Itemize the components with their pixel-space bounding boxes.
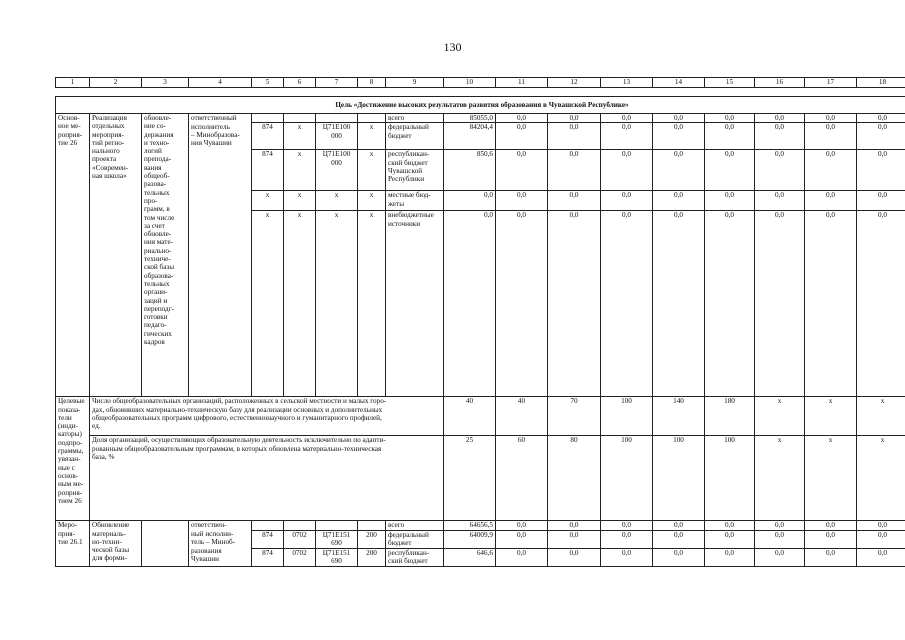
indicator-value: 180 xyxy=(705,397,755,436)
funding-source: всего xyxy=(386,114,444,123)
m261-funding-row xyxy=(56,521,905,530)
measure-26-1-exec-top: ответствен- xyxy=(189,521,252,530)
value-cell: 0,0 xyxy=(496,548,548,566)
value-cell: 0,0 xyxy=(548,548,601,566)
indicator-row xyxy=(56,397,905,436)
value-cell: 0,0 xyxy=(857,521,905,530)
header-cell: 5 xyxy=(252,78,284,88)
value-cell: 0,0 xyxy=(705,150,755,191)
value-cell: 0,0 xyxy=(755,150,805,191)
value-cell: 0,0 xyxy=(548,530,601,548)
value-cell: 0,0 xyxy=(601,114,653,123)
indicator-value: x xyxy=(857,436,905,521)
value-cell: 0,0 xyxy=(805,123,857,150)
value-cell: 0,0 xyxy=(601,123,653,150)
code-cell xyxy=(316,114,358,123)
value-cell: 0,0 xyxy=(755,123,805,150)
value-cell: 0,0 xyxy=(705,123,755,150)
funding-source: внебюджетные источники xyxy=(386,211,444,397)
code-cell: Ц71Е151 690 xyxy=(316,530,358,548)
code-cell: x xyxy=(316,211,358,397)
goal-cell: Цель «Достижение высоких результатов развития образования в Чувашской Республике» xyxy=(56,97,905,114)
indicator-value: x xyxy=(857,397,905,436)
value-cell: 0,0 xyxy=(857,191,905,211)
code-cell: Ц71E100 000 xyxy=(316,150,358,191)
value-cell: 0,0 xyxy=(548,123,601,150)
value-cell: 0,0 xyxy=(653,191,705,211)
indicator-value: 70 xyxy=(548,397,601,436)
code-cell: x xyxy=(358,211,386,397)
spacer-row xyxy=(56,88,905,97)
value-cell: 0,0 xyxy=(705,191,755,211)
funding-source: местные бюд- жеты xyxy=(386,191,444,211)
code-cell: x xyxy=(252,211,284,397)
funding-source: республикан- ский бюджет xyxy=(386,548,444,566)
value-cell: 0,0 xyxy=(444,211,496,397)
code-cell: 0702 xyxy=(284,530,316,548)
code-cell: x xyxy=(252,191,284,211)
code-cell: 200 xyxy=(358,548,386,566)
value-cell: 0,0 xyxy=(496,211,548,397)
value-cell: 0,0 xyxy=(857,530,905,548)
value-cell: 0,0 xyxy=(496,530,548,548)
measure-26-exec-top: ответственный xyxy=(189,114,252,123)
indicator-value: 100 xyxy=(705,436,755,521)
measure-26-name: Реализация отдельных мероприя- тий регио- нального проекта «Современ- ная школа» xyxy=(90,114,142,397)
value-cell: 85055,0 xyxy=(444,114,496,123)
header-cell: 18 xyxy=(857,78,905,88)
code-cell xyxy=(252,114,284,123)
code-cell: x xyxy=(316,191,358,211)
value-cell: 0,0 xyxy=(755,191,805,211)
header-cell: 14 xyxy=(653,78,705,88)
value-cell: 0,0 xyxy=(601,191,653,211)
value-cell: 0,0 xyxy=(755,211,805,397)
code-cell xyxy=(358,114,386,123)
code-cell: x xyxy=(358,123,386,150)
value-cell: 0,0 xyxy=(857,150,905,191)
header-cell: 17 xyxy=(805,78,857,88)
code-cell: x xyxy=(284,211,316,397)
value-cell: 84204,4 xyxy=(444,123,496,150)
value-cell: 0,0 xyxy=(705,521,755,530)
value-cell: 0,0 xyxy=(601,521,653,530)
value-cell: 0,0 xyxy=(601,548,653,566)
value-cell: 0,0 xyxy=(755,114,805,123)
indicator-value: 140 xyxy=(653,397,705,436)
value-cell: 0,0 xyxy=(805,150,857,191)
value-cell: 0,0 xyxy=(653,211,705,397)
funding-source: федеральный бюджет xyxy=(386,123,444,150)
code-cell: x xyxy=(284,123,316,150)
value-cell: 0,0 xyxy=(548,150,601,191)
value-cell: 0,0 xyxy=(496,114,548,123)
goal-row xyxy=(56,97,905,114)
indicator-value: x xyxy=(805,397,857,436)
code-cell: x xyxy=(284,191,316,211)
value-cell: 0,0 xyxy=(653,150,705,191)
code-cell: 874 xyxy=(252,548,284,566)
value-cell: 0,0 xyxy=(805,211,857,397)
code-cell: Ц71E100 000 xyxy=(316,123,358,150)
header-cell: 1 xyxy=(56,78,90,88)
code-cell xyxy=(284,114,316,123)
indicator-value: x xyxy=(755,397,805,436)
indicator-value: 100 xyxy=(601,436,653,521)
value-cell: 0,0 xyxy=(857,211,905,397)
code-cell xyxy=(252,521,284,530)
header-cell: 3 xyxy=(142,78,189,88)
value-cell: 0,0 xyxy=(548,521,601,530)
indicator-value: 60 xyxy=(496,436,548,521)
value-cell: 0,0 xyxy=(805,191,857,211)
header-cell: 11 xyxy=(496,78,548,88)
indicator-row xyxy=(56,436,905,521)
value-cell: 0,0 xyxy=(496,150,548,191)
value-cell: 0,0 xyxy=(705,211,755,397)
value-cell: 0,0 xyxy=(548,191,601,211)
indicator-value: x xyxy=(755,436,805,521)
code-cell: x xyxy=(284,150,316,191)
code-cell: x xyxy=(358,191,386,211)
value-cell: 0,0 xyxy=(705,548,755,566)
measure-26-label: Основ- ное ме- роприя- тие 26 xyxy=(56,114,90,397)
indicator-text: Число общеобразовательных организаций, расположенных в сельской местности и малых горо- дах, обновивших материально-техническую базу для реализации основных и дополнительных общеобразовательных программ цифрового, естественнонаучного и гуманитарного профилей, ед. xyxy=(90,397,444,436)
header-cell: 2 xyxy=(90,78,142,88)
header-cell: 13 xyxy=(601,78,653,88)
indicator-value: 25 xyxy=(444,436,496,521)
value-cell: 0,0 xyxy=(857,114,905,123)
value-cell: 64009,9 xyxy=(444,530,496,548)
value-cell: 0,0 xyxy=(601,150,653,191)
code-cell: 874 xyxy=(252,123,284,150)
indicator-value: 100 xyxy=(601,397,653,436)
value-cell: 0,0 xyxy=(548,211,601,397)
indicator-value: 100 xyxy=(653,436,705,521)
indicators-label: Целевые показа- тели (инди- каторы) подпро- граммы, увязан- ные с основ- ным ме- роприя- тием 26 xyxy=(56,397,90,521)
page-number: 130 xyxy=(443,40,462,54)
program-table xyxy=(55,77,905,567)
measure-26-1-name: Обновление материаль- но-техни- ческой базы для форми- xyxy=(90,521,142,566)
measure-26-executor: исполнитель – Минобразова- ния Чувашии xyxy=(189,123,252,397)
value-cell: 0,0 xyxy=(805,548,857,566)
code-cell xyxy=(284,521,316,530)
value-cell: 0,0 xyxy=(705,114,755,123)
value-cell: 0,0 xyxy=(444,191,496,211)
value-cell: 0,0 xyxy=(653,114,705,123)
spacer-cell xyxy=(56,88,905,97)
value-cell: 0,0 xyxy=(755,530,805,548)
funding-source: республикан- ский бюджет Чувашской Республики xyxy=(386,150,444,191)
value-cell: 0,0 xyxy=(857,548,905,566)
header-cell: 10 xyxy=(444,78,496,88)
code-cell xyxy=(316,521,358,530)
value-cell: 0,0 xyxy=(805,114,857,123)
code-cell: 0702 xyxy=(284,548,316,566)
measure-26-1-executor: ный исполни- тель – Миноб- разования Чувашии xyxy=(189,530,252,566)
value-cell: 0,0 xyxy=(601,530,653,548)
value-cell: 0,0 xyxy=(857,123,905,150)
measure-26-1-result xyxy=(142,521,189,566)
indicator-value: 40 xyxy=(496,397,548,436)
value-cell: 0,0 xyxy=(653,548,705,566)
measure-26-1-label: Меро- прия- тие 26.1 xyxy=(56,521,90,566)
header-cell: 4 xyxy=(189,78,252,88)
code-cell xyxy=(358,521,386,530)
code-cell: 874 xyxy=(252,150,284,191)
value-cell: 0,0 xyxy=(653,530,705,548)
header-cell: 8 xyxy=(358,78,386,88)
header-cell: 16 xyxy=(755,78,805,88)
indicator-value: 40 xyxy=(444,397,496,436)
value-cell: 0,0 xyxy=(653,123,705,150)
indicator-text: Доля организаций, осуществляющих образовательную деятельность исключительно по адапти- рованным общеобразовательным программам, в которых обновлена материально-техническая база, % xyxy=(90,436,444,521)
value-cell: 0,0 xyxy=(496,123,548,150)
value-cell: 0,0 xyxy=(805,521,857,530)
value-cell: 0,0 xyxy=(705,530,755,548)
code-cell: x xyxy=(358,150,386,191)
m26-funding-row xyxy=(56,114,905,123)
funding-source: федеральный бюджет xyxy=(386,530,444,548)
code-cell: 874 xyxy=(252,530,284,548)
value-cell: 0,0 xyxy=(755,521,805,530)
value-cell: 0,0 xyxy=(653,521,705,530)
value-cell: 0,0 xyxy=(496,521,548,530)
value-cell: 0,0 xyxy=(805,530,857,548)
value-cell: 0,0 xyxy=(755,548,805,566)
header-cell: 9 xyxy=(386,78,444,88)
value-cell: 850,6 xyxy=(444,150,496,191)
indicator-value: x xyxy=(805,436,857,521)
value-cell: 0,0 xyxy=(496,191,548,211)
value-cell: 0,0 xyxy=(601,211,653,397)
header-row xyxy=(56,78,905,88)
indicator-value: 80 xyxy=(548,436,601,521)
header-cell: 12 xyxy=(548,78,601,88)
value-cell: 646,6 xyxy=(444,548,496,566)
value-cell: 0,0 xyxy=(548,114,601,123)
value-cell: 64656,5 xyxy=(444,521,496,530)
funding-source: всего xyxy=(386,521,444,530)
code-cell: Ц71Е151 690 xyxy=(316,548,358,566)
header-cell: 7 xyxy=(316,78,358,88)
measure-26-result: обновле- ние со- держания и техно- логий преподa- вания общеоб- разова- тельных про- грамм, в том числе за счет обновле- ния мате- риально- техниче- ской базы образова- тельных органи- заций и переподг- готовки педаго- гических кадров xyxy=(142,114,189,397)
header-cell: 6 xyxy=(284,78,316,88)
code-cell: 200 xyxy=(358,530,386,548)
header-cell: 15 xyxy=(705,78,755,88)
